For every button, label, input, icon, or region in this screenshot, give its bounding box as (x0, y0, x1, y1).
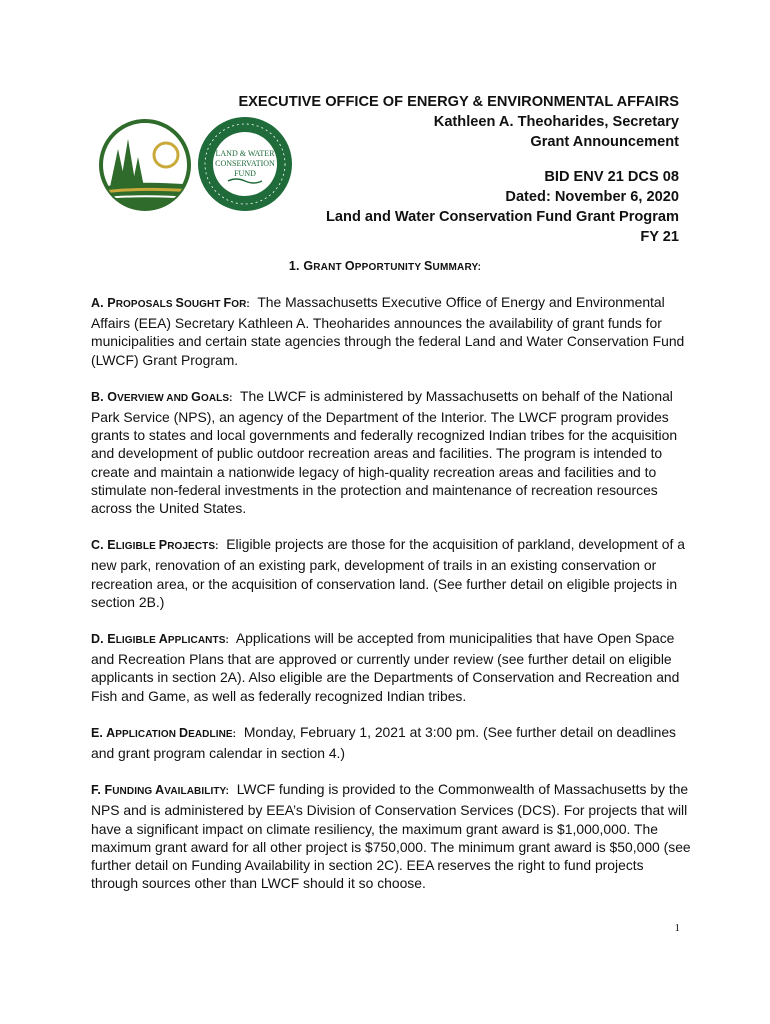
paragraph-lead: B. OVERVIEW AND GOALS: (91, 389, 233, 404)
paragraph-lead: C. ELIGIBLE PROJECTS: (91, 538, 219, 553)
paragraph-text: Eligible projects are those for the acquisition of parkland, development of a new park, renovation of an existing park, development of trails in an existing conservation or recreation area, or the acquisition of conservation land. (See further detail on eligible projects in section 2B.) (91, 536, 685, 610)
dated: Dated: November 6, 2020 (505, 189, 679, 206)
paragraph-lead: E. APPLICATION DEADLINE: (91, 725, 237, 740)
paragraph-text: The LWCF is administered by Massachusetts on behalf of the National Park Service (NPS), an agency of the Department of the Interior. The LWCF program provides grants to states and local governments and federally recognized Indian tribes for the acquisition and development of public outdoor recreation areas and facilities. The program is intended to create and maintain a nationwide legacy of high-quality recreation areas and facilities and to stimulate non-federal investments in the protection and maintenance of recreation resources across the United States. (91, 387, 678, 517)
landscape-seal-icon (96, 119, 194, 211)
document-body (91, 293, 691, 910)
paragraph-proposals (91, 293, 691, 369)
paragraph-overview (91, 387, 691, 517)
paragraph-lead: D. ELIGIBLE APPLICANTS: (91, 632, 229, 647)
program-name: Land and Water Conservation Fund Grant Program (326, 208, 679, 225)
lwcf-line1: LAND & WATER (215, 149, 275, 158)
document-type: Grant Announcement (530, 133, 679, 150)
paragraph-lead: F. FUNDING AVAILABILITY: (91, 783, 230, 798)
paragraph-eligible-applicants (91, 629, 691, 705)
paragraph-text: LWCF funding is provided to the Commonwealth of Massachusetts by the NPS and is administered by EEA’s Division of Conservation Services (DCS). For projects that will have a significant impact on climate resiliency, the maximum grant award is $1,000,000. The maximum grant award for all other project is $750,000. The minimum grant award is $50,000 (see further detail on Funding Availability in section 2C). EEA reserves the right to fund projects through sources other than LWCF should it so choose. (91, 781, 691, 892)
paragraph-text: The Massachusetts Executive Office of Energy and Environmental Affairs (EEA) Secretary Kathleen A. Theoharides announces the availability of grant funds for municipalities and certain state agencies through the federal Land and Water Conservation Fund (LWCF) Grant Program. (91, 294, 685, 368)
fiscal-year: FY 21 (640, 228, 679, 245)
agency-name: EXECUTIVE OFFICE OF ENERGY & ENVIRONMENTAL AFFAIRS (238, 94, 679, 110)
page-number: 1 (674, 922, 680, 934)
paragraph-funding (91, 780, 691, 892)
lwcf-line2: CONSERVATION (215, 159, 275, 168)
section-title: 1. GRANT OPPORTUNITY SUMMARY: (288, 259, 482, 273)
document-header (238, 93, 679, 248)
secretary-name: Kathleen A. Theoharides, Secretary (433, 113, 679, 130)
paragraph-deadline (91, 723, 691, 762)
paragraph-lead: A. PROPOSALS SOUGHT FOR: (91, 296, 250, 310)
paragraph-eligible-projects (91, 535, 691, 611)
paragraph-text: Monday, February 1, 2021 at 3:00 pm. (See further detail on deadlines and grant program calendar in section 4.) (91, 723, 676, 762)
lwcf-line3: FUND (234, 169, 256, 178)
paragraph-text: Applications will be accepted from municipalities that have Open Space and Recreation Plans that are approved or currently under review (see further detail on eligible applicants in section 2A). Also eligible are the Departments of Conservation and Recreation and Fish and Game, as well as federally recognized Indian tribes. (91, 630, 680, 704)
bid-number: BID ENV 21 DCS 08 (544, 169, 679, 186)
